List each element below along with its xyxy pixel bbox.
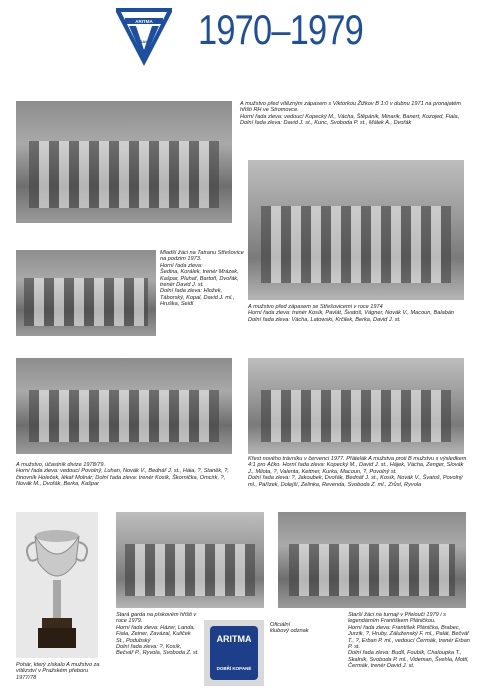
caption-8 — [348, 612, 472, 670]
caption-2-top-row: Šedina, Korálek, trenér Mrázek, Kašpar, Pluhař, Bartoň, Dvořák, trenér David J. st. — [160, 269, 239, 289]
caption-1-title: A mužstvo před vítězným zápasem s Viktorkou Žižkov B 1:0 v dubnu 1971 na pronajatém hřišti RH ve Stromovce. — [240, 101, 462, 114]
badge-text: ARITMA — [216, 634, 252, 644]
caption-4-rows: Horní řada zleva: vedoucí Povolný, Luhan, Novák V., Bednář J. st., Háia, ?, Staněk, ?, činovník Holeček, lékař Molnár; Dolní řada zleva: trenér Kosík, Škornička, Omcirk, ?, Novák M., Dvořák, Berka, Kašpar — [16, 468, 229, 488]
caption-2 — [160, 250, 244, 308]
badge-subtext: DOBŘÍ KOPANÉ — [216, 666, 252, 671]
caption-3-bottom-row: Dolní řada zleva: Vácha, Latowski, Krčilek, Berka, David J. st. — [248, 316, 401, 323]
club-logo — [112, 6, 176, 68]
photo-old-guard-1979 — [116, 512, 264, 608]
photo-division-1978 — [16, 358, 232, 454]
caption-6 — [116, 612, 200, 657]
caption-1-bottom-row: Dolní řada zleva: David J. st., Kunc, Svoboda P. st., Málek A., Dvořák — [240, 120, 412, 127]
caption-9-text: Pohár, který získalo A mužstvo za vítězství v Pražském přeboru 1977/78 — [16, 662, 100, 681]
caption-8-top-row: Horní řada zleva: František Plánička, Brabec, Jurzik, ?, Hruby, Záluženský F. ml., Palát, Bečvář T., ?, Erban P. ml., vedoucí Čermák, trenér Erban P. st. — [348, 624, 470, 651]
caption-1 — [240, 101, 468, 127]
caption-2-bottom-row: Dolní řada zleva: Hložek, Táborský, Kopal, David J. ml., Hruška, Seidl — [160, 288, 235, 308]
caption-2-title: Mladší žáci na Tatranu Střešovice na podzim 1973. — [160, 250, 244, 263]
caption-2-top-label: Horní řada zleva: — [160, 262, 203, 269]
photo-older-youth-1979 — [278, 512, 466, 608]
caption-8-bottom-row: Dolní řada zleva: Budil, Foubík, Chaloupka T., Skalník, Svoboda P. ml., Videman, Švehla, Mottl, Čermák, trenér David J. st. — [348, 650, 469, 670]
photo-a-team-1971 — [16, 101, 232, 223]
caption-1-top-row: Horní řada zleva: vedoucí Kopecký M., Vácha, Štěpánik, Minarik, Banert, Kozojed, Fiala, — [240, 113, 460, 120]
caption-6-top-row: Horní řada zleva: Házer, Landa, Fiala, Zeiner, Zavázal, Kuliček St., Podubský — [116, 624, 195, 644]
caption-5-bottom-row: Dolní řada zleva: ?, Jakoubek, Dvořák, Bednář J. st., Kosík, Novák V., Švatoš, Povolný ml., Pařízek, Dolejší, Zelinka, Revenda, Svoboda Z. ml., Zrůst, Ryvola — [248, 475, 463, 488]
caption-9 — [16, 662, 106, 681]
trophy-icon — [16, 512, 98, 658]
page-title: 1970–1979 — [198, 6, 364, 53]
caption-5 — [248, 456, 470, 488]
photo-youth-1973 — [16, 250, 156, 336]
photo-new-pitch-1977 — [248, 358, 464, 454]
photo-a-team-1974 — [248, 160, 464, 300]
caption-7 — [270, 622, 310, 635]
caption-4 — [16, 462, 238, 488]
caption-6-bottom-row: Dolní řada zleva: ?, Kosík, Bečvář P., Ryvola, Svoboda Z. st. — [116, 644, 199, 657]
caption-4-title: A mužstvo, účastník divize 1978/79. — [16, 462, 106, 468]
club-badge — [210, 626, 258, 680]
caption-3-title: A mužstvo před zápasem se Střešovicemi v roce 1974 — [248, 304, 383, 310]
caption-8-title: Starší žáci na turnaji v Přelouči 1979 i s legendárním Františkem Pláničkou. — [348, 612, 446, 625]
caption-5-title: Křest nového trávníku v červenci 1977. Přátelák A mužstva proti B mužstvu s výsledkem 4:1 pro Áčko. Horní řada zleva: Kopecký M., David J. st., Hájek, Vácha, Zenger, Slovák J., Milota, ?, Valenta, Kettner, Kurka, Macoun, ?, Povolný st. — [248, 456, 467, 475]
caption-3-top-row: Horní řada zleva: trenér Kosík, Pavlát, Švatoš, Vágner, Novák V., Macoun, Balabán — [248, 310, 455, 317]
caption-6-title: Stará garda na pískovém hřišti v roce 1979. — [116, 612, 197, 625]
logo-text: ARITMA — [135, 19, 153, 24]
caption-7-text: Oficiální klubový odznak — [270, 622, 309, 635]
logo-city: PRAHA — [136, 39, 152, 44]
photo-trophy — [16, 512, 98, 658]
caption-3 — [248, 304, 468, 323]
